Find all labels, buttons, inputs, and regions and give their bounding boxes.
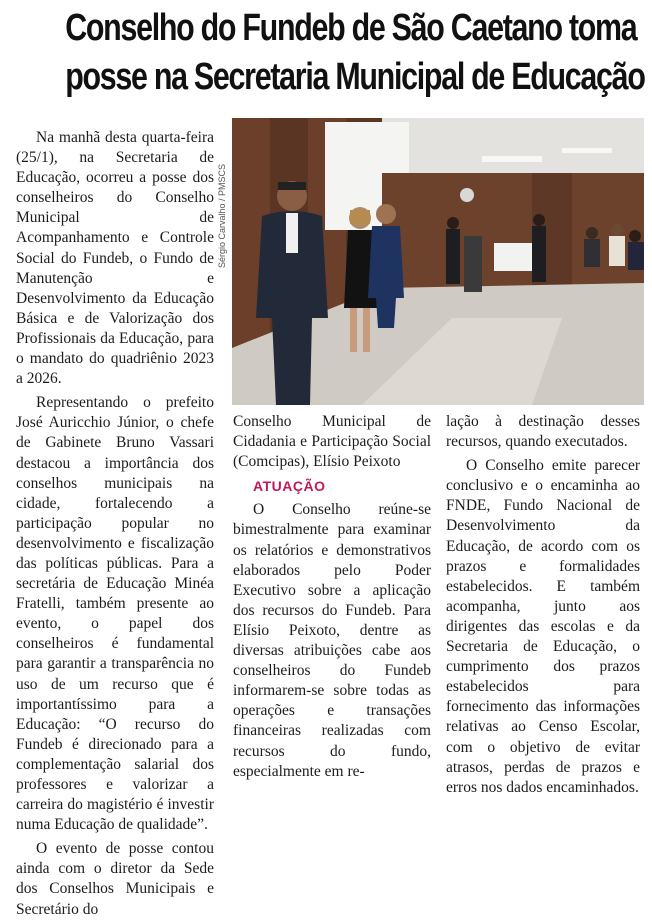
audience xyxy=(584,224,644,270)
article-column-1 xyxy=(16,128,214,920)
paragraph: Representando o prefeito José Auricchio Júnior, o chefe de Gabinete Bruno Vassari destacou a importância dos conselhos municipais na cidade, fortalecendo a participação popular no desenvolvimento e fiscalização das políticas públicas. Para a secretária de Educação Minéa Fratelli, também presente ao evento, o papel dos conselheiros é fundamental para garantir a transparência no uso de um recurso que é importantíssimo para a Educação: “O recurso do Fundeb é direcionado para a complementação salarial dos professores e valorizar a carreira do magistério é investir numa Educação de qualidade”. xyxy=(16,394,214,834)
wall-clock xyxy=(460,188,474,202)
article-column-2 xyxy=(233,412,431,782)
paragraph: Conselho Municipal de Cidadania e Participação Social (Comcipas), Elísio Peixoto xyxy=(233,413,431,471)
table xyxy=(494,243,538,271)
section-subhead: ATUAÇÃO xyxy=(253,478,326,495)
article-column-3 xyxy=(446,412,640,798)
podium xyxy=(464,236,482,292)
paragraph: Na manhã desta quarta-feira (25/1), na Secretaria de Educação, ocorreu a posse dos conselheiros do Conselho Municipal de Acompanhamento e Controle Social do Fundeb, o Fundo de Manutenção e Desenvolvimento da Educação Básica e de Valorização dos Profissionais da Educação, para o mandato do quadriênio 2023 a 2026. xyxy=(16,129,214,388)
paragraph: O Conselho emite parecer conclusivo e o encaminha ao FNDE, Fundo Nacional de Desenvolvimento da Educação, de acordo com os prazos e formalidades estabelecidos. E também acompanha, junto aos dirigentes das escolas e da Secretaria de Educação, o cumprimento dos prazos estabelecidos para fornecimento das informações relativas ao Censo Escolar, com o objetivo de evitar atrasos, perdas de prazos e erros nos dados encaminhados. xyxy=(446,457,640,796)
paragraph: O evento de posse contou ainda com o diretor da Sede dos Conselhos Municipais e Secretário do xyxy=(16,840,214,918)
event-photo-illustration xyxy=(232,118,644,405)
headline-line-2: posse na Secretaria Municipal de Educação xyxy=(65,56,645,98)
headline-line-1: Conselho do Fundeb de São Caetano toma xyxy=(65,7,637,49)
headline xyxy=(65,4,645,102)
photo-credit xyxy=(217,118,229,268)
paragraph: lação à destinação desses recursos, quando executados. xyxy=(446,413,640,451)
photo-credit-text: Sérgio Carvalho / PMSCS xyxy=(217,163,227,268)
ceiling-light xyxy=(562,148,612,153)
paragraph: O Conselho reúne-se bimestralmente para examinar os relatórios e demonstrativos elaborados pelo Poder Executivo sobre a aplicação dos recursos do Fundeb. Para Elísio Peixoto, dentre as diversas atribuições cabe aos conselheiros do Fundeb informarem-se sobre todas as operações e transações financeiras realizadas com recursos do fundo, especialmente em re- xyxy=(233,501,431,780)
ceiling-light xyxy=(482,156,542,162)
event-photo xyxy=(232,118,644,405)
